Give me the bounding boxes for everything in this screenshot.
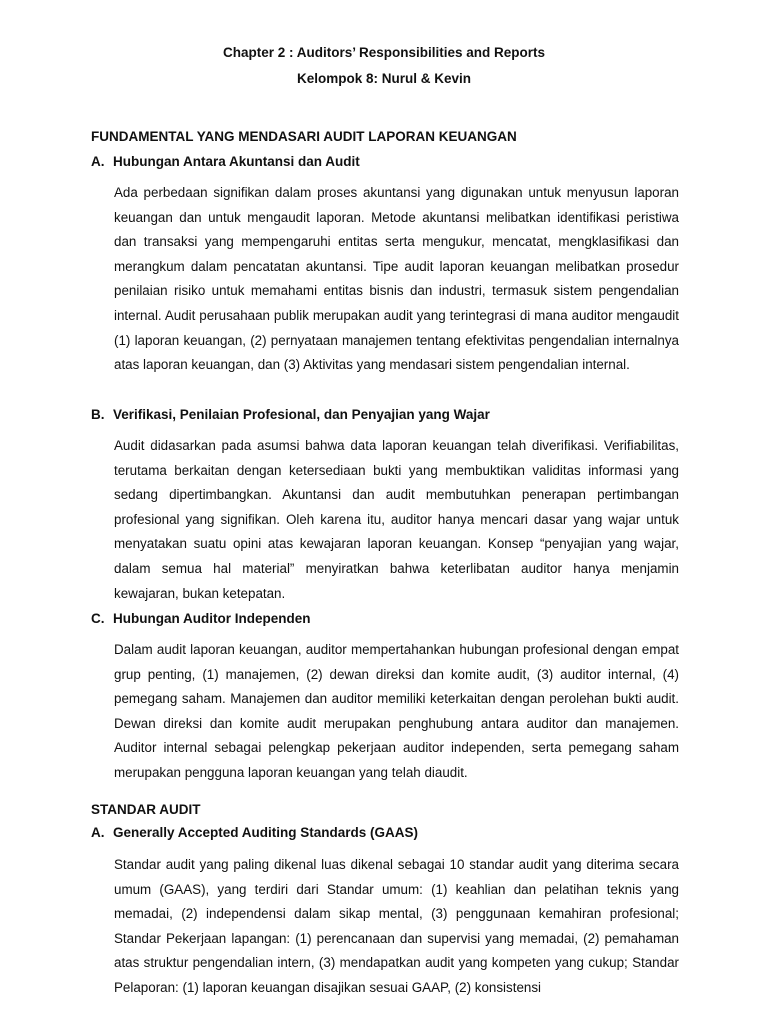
paragraph-verifikasi: Audit didasarkan pada asumsi bahwa data laporan keuangan telah diverifikasi. Verifiabilitas, terutama berkaitan dengan ketersediaan bukti yang membuktikan validitas informasi yang sedang dipertimbangkan. Akuntansi dan audit membutuhkan penerapan pertimbangan profesional yang signifikan. Oleh karena itu, auditor hanya mencari dasar yang wajar untuk menyatakan suatu opini atas kewajaran laporan keuangan. Konsep “penyajian yang wajar, dalam semua hal material” menyiratkan bahwa keterlibatan auditor hanya menjamin kewajaran, bukan ketepatan. xyxy=(114,438,679,601)
paragraph-auditor-independen: Dalam audit laporan keuangan, auditor mempertahankan hubungan profesional dengan empat grup penting, (1) manajemen, (2) dewan direksi dan komite audit, (3) auditor internal, (4) pemegang saham. Manajemen dan auditor memiliki keterkaitan dengan perolehan bukti audit. Dewan direksi dan komite audit merupakan penghubung antara auditor dan manajemen. Auditor internal sebagai pelengkap pekerjaan auditor independen, serta pemegang saham merupakan pengguna laporan keuangan yang telah diaudit. xyxy=(114,642,679,780)
subheading-letter: A. xyxy=(91,154,105,169)
section-heading-standar-audit: STANDAR AUDIT xyxy=(91,802,201,817)
paragraph-gaas: Standar audit yang paling dikenal luas dikenal sebagai 10 standar audit yang diterima secara umum (GAAS), yang terdiri dari Standar umum: (1) keahlian dan pelatihan teknis yang memadai, (2) independensi dalam sikap mental, (3) penggunaan kemahiran profesional; Standar Pekerjaan lapangan: (1) perencanaan dan supervisi yang memadai, (2) pemahaman atas struktur pengendalian intern, (3) mendapatkan audit yang kompeten yang cukup; Standar Pelaporan: (1) laporan keuangan disajikan sesuai GAAP, (2) konsistensi xyxy=(114,857,679,995)
paragraph-akuntansi-audit: Ada perbedaan signifikan dalam proses akuntansi yang digunakan untuk menyusun laporan keuangan dan untuk mengaudit laporan. Metode akuntansi melibatkan identifikasi peristiwa dan transaksi yang mempengaruhi entitas serta mengukur, mencatat, mengklasifikasi dan merangkum dalam pencatatan akuntansi. Tipe audit laporan keuangan melibatkan prosedur penilaian risiko untuk memahami entitas bisnis dan industri, termasuk sistem pengendalian internal. Audit perusahaan publik merupakan audit yang terintegrasi di mana auditor mengaudit (1) laporan keuangan, (2) pernyataan manajemen tentang efektivitas pengendalian internalnya atas laporan keuangan, dan (3) Aktivitas yang mendasari sistem pengendalian internal. xyxy=(114,185,679,373)
section-heading-fundamental: FUNDAMENTAL YANG MENDASARI AUDIT LAPORAN KEUANGAN xyxy=(91,129,517,144)
chapter-title: Chapter 2 : Auditors’ Responsibilities and Reports xyxy=(222,45,546,60)
subheading-title: Generally Accepted Auditing Standards (GAAS) xyxy=(113,825,419,840)
subheading-title: Verifikasi, Penilaian Profesional, dan Penyajian yang Wajar xyxy=(113,407,490,422)
group-title: Kelompok 8: Nurul & Kevin xyxy=(296,71,472,86)
subheading-letter: A. xyxy=(91,825,105,840)
subheading-b-verifikasi xyxy=(91,407,490,422)
subheading-c-independen xyxy=(91,611,310,626)
subheading-a-gaas xyxy=(91,825,418,840)
subheading-title: Hubungan Auditor Independen xyxy=(113,611,311,626)
subheading-a-hubungan xyxy=(91,154,360,169)
subheading-letter: B. xyxy=(91,407,105,422)
subheading-letter: C. xyxy=(91,611,105,626)
subheading-title: Hubungan Antara Akuntansi dan Audit xyxy=(113,154,360,169)
